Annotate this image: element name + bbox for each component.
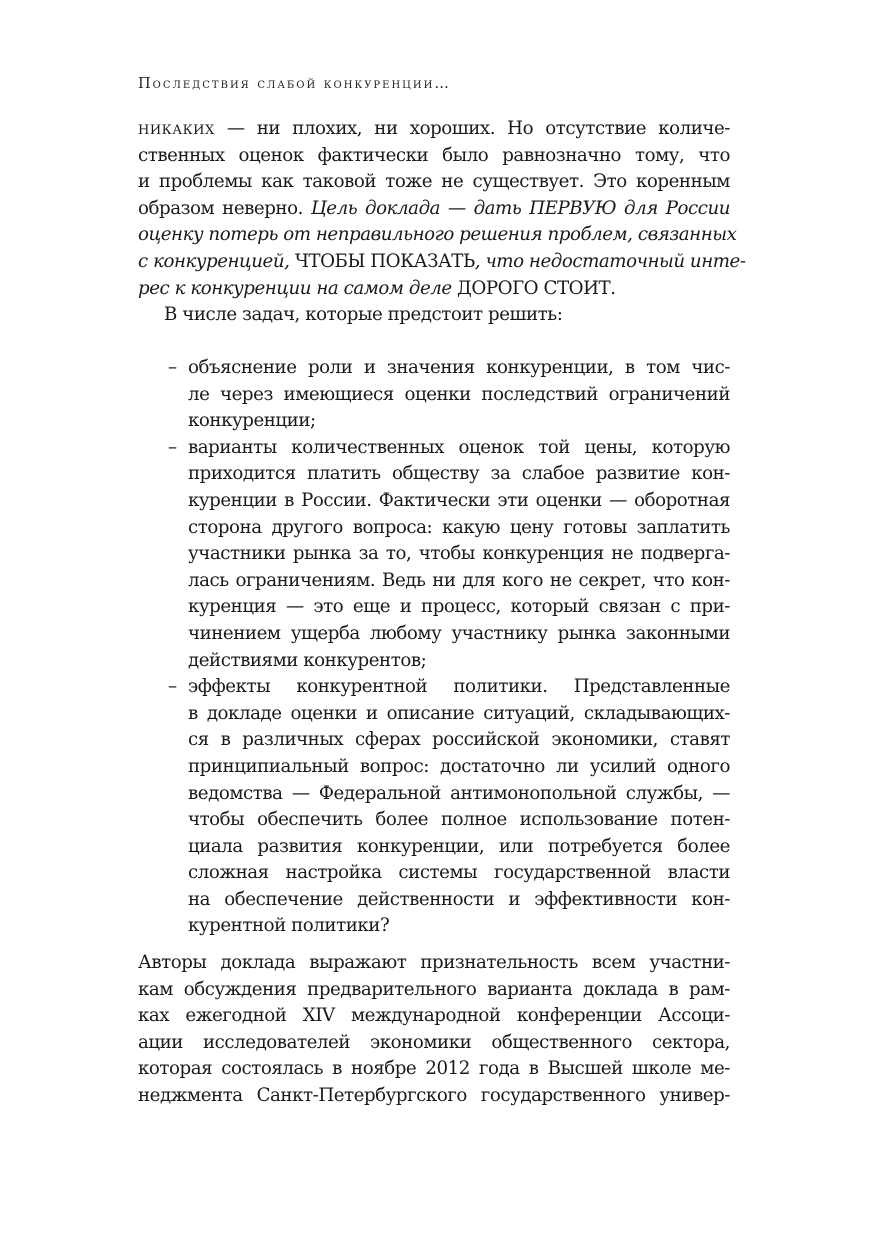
text-line: и проблемы как таковой тоже не существует. Это коренным [138,171,730,193]
text-line: чтобы обеспечить более полное использование потен- [188,809,730,831]
text-line: приходится платить обществу за слабое развитие кон- [188,463,730,485]
tasks-intro: В числе задач, которые предстоит решить: [164,304,563,326]
text-line: куренция — это еще и процесс, который связан с при- [188,596,730,618]
text-line: с конкуренцией, ЧТОБЫ ПОКАЗАТЬ, что недостаточный инте- [138,250,746,272]
list-dash: – [168,676,177,698]
text-line: оценку потерь от неправильного решения проблем, связанных [138,224,737,246]
running-head: Последствия слабой конкуренции… [138,76,451,92]
text-line: ках ежегодной XIV международной конференции Ассоци- [138,1005,730,1027]
text-line: варианты количественных оценок той цены, которую [188,436,730,458]
text-line: принципиальный вопрос: достаточно ли усилий одного [188,755,730,777]
intro-paragraph [138,116,746,329]
text-line: ведомства — Федеральной антимонопольной службы, — [188,782,730,804]
text-line: объяснение роли и значения конкуренции, в том чис- [188,357,730,378]
text-line: лась ограничениям. Ведь ни для кого не секрет, что кон- [188,569,730,591]
text-line: чинением ущерба любому участнику рынка законными [188,622,730,644]
text-line: сложная настройка системы государственной власти [188,862,730,884]
text-line: на обеспечение действенности и эффективности кон- [188,888,730,910]
text-line: которая состоялась в ноябре 2012 года в Высшей школе ме- [138,1058,730,1080]
text-line: сторона другого вопроса: какую цену готовы заплатить [188,516,730,538]
text-line: неджмента Санкт-Петербургского государственного универ- [138,1084,730,1106]
text-line: ся в различных сферах российской экономики, ставят [188,729,730,751]
list-item [138,435,730,674]
text-line: в докладе оценки и описание ситуаций, складывающих- [188,702,730,724]
text-line: ации исследователей экономики общественного сектора, [138,1031,730,1053]
list-item [138,674,730,940]
list-item [138,355,730,435]
task-list [138,355,730,940]
text-line: кам обсуждения предварительного варианта доклада в рам- [138,978,730,1000]
acknowledgement-paragraph [138,950,730,1110]
text-line: никаких — ни плохих, ни хороших. Но отсутствие количе- [138,118,730,139]
text-line: конкуренции; [188,410,316,432]
text-line: действиями конкурентов; [188,649,427,671]
text-line: образом неверно. Цель доклада — дать ПЕРВУЮ для России [138,197,730,219]
text-line: Авторы доклада выражают признательность всем участни- [138,952,730,973]
text-line: ственных оценок фактически было равнозначно тому, что [138,144,730,166]
text-line: куренции в России. Фактически эти оценки — оборотная [188,489,730,511]
text-line: ле через имеющиеся оценки последствий ограничений [188,383,730,405]
text-line: участники рынка за то, чтобы конкуренция не подверга- [188,543,730,565]
text-line: эффекты конкурентной политики. Представленные [188,676,730,698]
list-dash: – [168,436,177,458]
list-dash: – [168,357,177,378]
text-line: курентной политики? [188,915,390,937]
text-line: циала развития конкуренции, или потребуется более [188,835,730,857]
text-line: рес к конкуренции на самом деле ДОРОГО СТОИТ. [138,277,616,299]
